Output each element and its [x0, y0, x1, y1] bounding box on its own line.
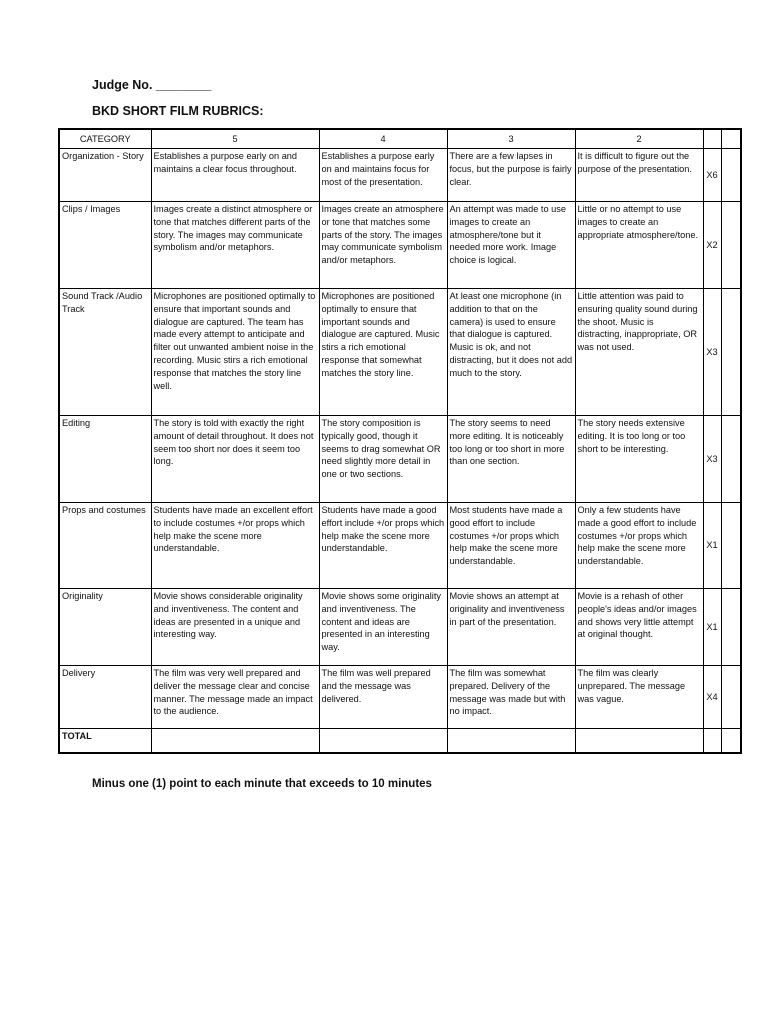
score-5-cell: Microphones are positioned optimally to ensure that important sounds and dialogue are captured. The team has made every attempt to anticipate and filter out unwanted ambient noise in the recording. Music stirs a rich emotional response that matches the story line well. [151, 289, 319, 416]
score-5-cell: Images create a distinct atmosphere or tone that matches different parts of the story. The images may communicate symbolism and/or metaphors. [151, 202, 319, 289]
total-multiplier-cell [703, 729, 721, 754]
score-2-cell: Only a few students have made a good effort to include costumes +/or props which help make the scene more understandable. [575, 503, 703, 589]
score-4-cell: Students have made a good effort include +/or props which help make the scene more understandable. [319, 503, 447, 589]
score-2-cell: The film was clearly unprepared. The message was vague. [575, 666, 703, 729]
header-score-3: 3 [447, 129, 575, 149]
category-cell: Delivery [59, 666, 151, 729]
total-label: TOTAL [59, 729, 151, 754]
points-cell[interactable] [721, 202, 741, 289]
score-5-cell: The story is told with exactly the right amount of detail throughout. It does not seem too short nor does it seem too long. [151, 416, 319, 503]
score-3-cell: Movie shows an attempt at originality and inventiveness in part of the presentation. [447, 589, 575, 666]
multiplier-cell: X6 [703, 149, 721, 202]
score-2-cell: It is difficult to figure out the purpose of the presentation. [575, 149, 703, 202]
judge-number-label: Judge No. ________ [92, 78, 212, 92]
score-4-cell: Establishes a purpose early on and maintains focus for most of the presentation. [319, 149, 447, 202]
score-4-cell: The story composition is typically good, though it seems to drag somewhat OR need slightly more detail in one or two sections. [319, 416, 447, 503]
table-row [59, 589, 741, 666]
page-title: BKD SHORT FILM RUBRICS: [92, 104, 264, 118]
score-2-cell: Movie is a rehash of other people's ideas and/or images and shows very little attempt at original thought. [575, 589, 703, 666]
table-row [59, 289, 741, 416]
multiplier-cell: X2 [703, 202, 721, 289]
total-score-2-cell[interactable] [575, 729, 703, 754]
score-4-cell: Images create an atmosphere or tone that matches some parts of the story. The images may communicate symbolism and/or metaphors. [319, 202, 447, 289]
table-row [59, 666, 741, 729]
score-3-cell: An attempt was made to use images to create an atmosphere/tone but it needed more work. Image choice is logical. [447, 202, 575, 289]
multiplier-cell: X4 [703, 666, 721, 729]
table-row [59, 503, 741, 589]
score-5-cell: The film was very well prepared and deliver the message clear and concise manner. The message made an impact to the audience. [151, 666, 319, 729]
total-points-cell[interactable] [721, 729, 741, 754]
score-5-cell: Movie shows considerable originality and inventiveness. The content and ideas are presented in a unique and interesting way. [151, 589, 319, 666]
points-cell[interactable] [721, 589, 741, 666]
header-score-5: 5 [151, 129, 319, 149]
total-score-3-cell[interactable] [447, 729, 575, 754]
category-cell: Originality [59, 589, 151, 666]
score-5-cell: Students have made an excellent effort to include costumes +/or props which help make the scene more understandable. [151, 503, 319, 589]
total-score-5-cell[interactable] [151, 729, 319, 754]
category-cell: Editing [59, 416, 151, 503]
score-3-cell: At least one microphone (in addition to that on the camera) is used to ensure that dialogue is captured. Music is ok, and not distracting, but it does not add much to the story. [447, 289, 575, 416]
score-3-cell: Most students have made a good effort to include costumes +/or props which help make the scene more understandable. [447, 503, 575, 589]
category-cell: Props and costumes [59, 503, 151, 589]
score-4-cell: The film was well prepared and the message was delivered. [319, 666, 447, 729]
header-points [721, 129, 741, 149]
score-4-cell: Microphones are positioned optimally to ensure that important sounds and dialogue are captured. Music stirs a rich emotional response that somewhat matches the story line. [319, 289, 447, 416]
multiplier-cell: X1 [703, 503, 721, 589]
points-cell[interactable] [721, 503, 741, 589]
table-row [59, 202, 741, 289]
table-header-row [59, 129, 741, 149]
score-3-cell: There are a few lapses in focus, but the purpose is fairly clear. [447, 149, 575, 202]
score-4-cell: Movie shows some originality and inventiveness. The content and ideas are presented in an interesting way. [319, 589, 447, 666]
multiplier-cell: X1 [703, 589, 721, 666]
category-cell: Sound Track /Audio Track [59, 289, 151, 416]
header-multiplier [703, 129, 721, 149]
header-score-2: 2 [575, 129, 703, 149]
time-penalty-note: Minus one (1) point to each minute that exceeds to 10 minutes [92, 778, 432, 790]
rubric-table [58, 128, 742, 754]
score-2-cell: Little or no attempt to use images to create an appropriate atmosphere/tone. [575, 202, 703, 289]
multiplier-cell: X3 [703, 289, 721, 416]
category-cell: Organization - Story [59, 149, 151, 202]
total-score-4-cell[interactable] [319, 729, 447, 754]
points-cell[interactable] [721, 666, 741, 729]
score-2-cell: Little attention was paid to ensuring quality sound during the shoot. Music is distracting, inappropriate, OR was not used. [575, 289, 703, 416]
score-3-cell: The story seems to need more editing. It is noticeably too long or too short in more than one section. [447, 416, 575, 503]
total-row [59, 729, 741, 754]
header-category: CATEGORY [59, 129, 151, 149]
table-row [59, 149, 741, 202]
table-row [59, 416, 741, 503]
score-2-cell: The story needs extensive editing. It is too long or too short to be interesting. [575, 416, 703, 503]
score-5-cell: Establishes a purpose early on and maintains a clear focus throughout. [151, 149, 319, 202]
points-cell[interactable] [721, 416, 741, 503]
score-3-cell: The film was somewhat prepared. Delivery of the message was made but with no impact. [447, 666, 575, 729]
points-cell[interactable] [721, 289, 741, 416]
points-cell[interactable] [721, 149, 741, 202]
category-cell: Clips / Images [59, 202, 151, 289]
header-score-4: 4 [319, 129, 447, 149]
multiplier-cell: X3 [703, 416, 721, 503]
